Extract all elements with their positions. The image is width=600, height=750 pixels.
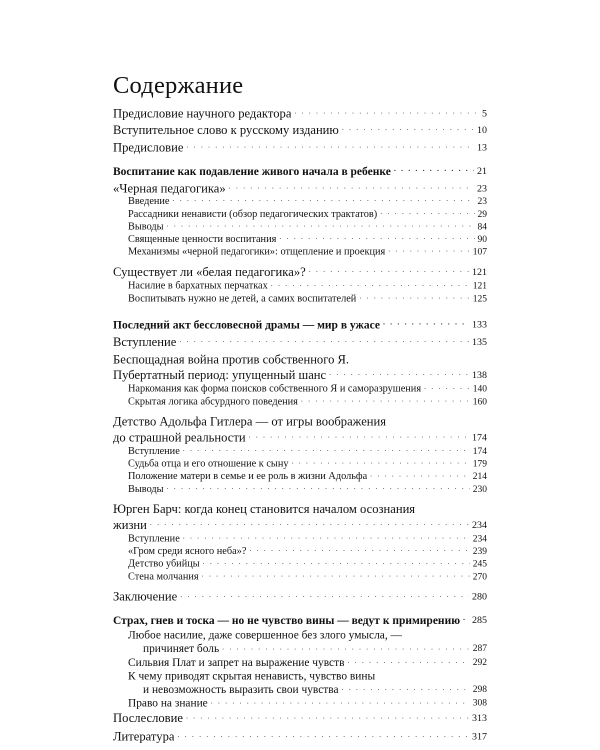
- toc-leader-dots: [271, 278, 470, 290]
- toc-leader-dots: [180, 587, 469, 602]
- toc-entry-title: Сильвия Плат и запрет на выражение чувств: [128, 657, 345, 669]
- toc-entry-title: Страх, гнев и тоска — но не чувство вины — ведут к примирению: [113, 615, 460, 627]
- toc-entry-title: Вступление: [128, 533, 180, 545]
- toc-subentry[interactable]: [128, 294, 487, 306]
- toc-leader-dots: [179, 332, 469, 347]
- toc-page-number: 317: [472, 731, 487, 743]
- toc-entry-title: Скрытая логика абсурдного поведения: [128, 396, 298, 408]
- toc-page-number: 133: [472, 319, 487, 331]
- toc-leader-dots: [150, 515, 469, 530]
- toc-entry-title: Вступительное слово к русскому изданию: [113, 123, 339, 138]
- toc-page-number: 23: [477, 197, 487, 208]
- toc-entry-title: Право на знание: [128, 697, 208, 710]
- toc-leader-dots: [359, 291, 469, 303]
- toc-page-number: 140: [472, 384, 487, 395]
- toc-page-number: 10: [477, 125, 487, 137]
- toc-page-number: 125: [472, 294, 487, 305]
- toc-leader-dots: [463, 611, 469, 625]
- toc-page-number: 234: [472, 520, 487, 531]
- toc-part-entry[interactable]: [113, 165, 487, 179]
- toc-subentry[interactable]: [128, 247, 487, 259]
- toc-entry-title: Пубертатный период: упущенный шанс: [113, 368, 327, 382]
- toc-leader-dots: [183, 443, 470, 455]
- toc-page-number: 230: [472, 485, 487, 495]
- toc-entry-title: «Черная педагогика»: [113, 181, 226, 196]
- toc-page-number: 29: [477, 209, 487, 220]
- toc-entry-title: Положение матери в семье и ее роль в жизни Адольфа: [128, 471, 368, 483]
- toc-page-number: 13: [477, 142, 487, 154]
- toc-leader-dots: [342, 121, 474, 136]
- toc-entry[interactable]: [113, 590, 487, 605]
- toc-page-number: 135: [472, 337, 487, 348]
- toc-entry[interactable]: [113, 712, 487, 726]
- page-title: Содержание: [113, 72, 244, 99]
- toc-leader-dots: [202, 569, 470, 581]
- toc-entry-title: Послесловие: [113, 711, 183, 726]
- toc-leader-dots: [380, 206, 474, 218]
- toc-page-number: 23: [477, 183, 487, 195]
- toc-page-number: 313: [472, 713, 487, 725]
- toc-entry-title: Заключение: [113, 590, 178, 604]
- toc-page-number: 270: [472, 572, 487, 583]
- toc-entry-title: причиняет боль: [143, 643, 220, 656]
- toc-leader-dots: [388, 244, 470, 256]
- toc-leader-dots: [173, 193, 475, 205]
- toc-page-number: 121: [472, 281, 487, 292]
- toc-entry-title: Литература: [113, 729, 175, 744]
- toc-entry-line[interactable]: К чему приводят скрытая ненависть, чувство вины: [128, 670, 376, 683]
- toc-entry-title: Выводы: [128, 484, 164, 495]
- toc-leader-dots: [342, 681, 470, 694]
- toc-page-number: 280: [472, 591, 487, 603]
- toc-entry-title: Выводы: [128, 221, 164, 233]
- toc-entry-title: и невозможность выразить свои чувства: [143, 684, 339, 696]
- toc-page-number: 21: [477, 166, 487, 177]
- toc-page-number: 287: [472, 644, 487, 655]
- toc-entry-title: Стена молчания: [128, 571, 199, 583]
- toc-leader-dots: [211, 695, 470, 708]
- toc-entry[interactable]: [113, 123, 487, 138]
- toc-subentry[interactable]: [128, 572, 487, 584]
- toc-subentry[interactable]: [128, 657, 487, 670]
- toc-page-number: 298: [472, 685, 487, 695]
- toc-leader-dots: [294, 104, 479, 119]
- toc-entry-title: Воспитание как подавление живого начала в ребенке: [113, 166, 391, 178]
- toc-leader-dots: [203, 556, 470, 568]
- toc-leader-dots: [370, 469, 470, 481]
- toc-leader-dots: [383, 316, 469, 330]
- toc-page-number: 179: [472, 459, 487, 470]
- toc-leader-dots: [167, 219, 475, 231]
- toc-page-number: 5: [482, 108, 487, 120]
- toc-page-number: 234: [472, 534, 487, 545]
- toc-leader-dots: [186, 138, 474, 153]
- toc-leader-dots: [229, 179, 474, 194]
- toc-entry-title: жизни: [113, 518, 147, 532]
- toc-page-number: 121: [472, 267, 487, 278]
- toc-page-number: 174: [472, 447, 487, 457]
- toc-leader-dots: [249, 543, 469, 555]
- toc-entry-title: Предисловие: [113, 140, 184, 155]
- toc-entry-title: Детство убийцы: [128, 558, 200, 570]
- toc-entry-title: Наркомания как форма поисков собственного Я и саморазрушения: [128, 383, 422, 395]
- toc-entry-title: Воспитывать нужно не детей, а самих воспитателей: [128, 293, 357, 305]
- toc-entry-title: Судьба отца и его отношение к сыну: [128, 458, 289, 470]
- toc-entry[interactable]: [113, 731, 487, 745]
- toc-entry-title: «Гром среди ясного неба»?: [128, 546, 247, 557]
- toc-leader-dots: [222, 641, 470, 654]
- toc-page-number: 160: [472, 397, 487, 408]
- toc-subentry[interactable]: [128, 397, 487, 409]
- toc-entry-title: Священные ценности воспитания: [128, 234, 277, 245]
- toc-leader-dots: [301, 394, 470, 406]
- toc-leader-dots: [394, 162, 474, 176]
- toc-page-number: 138: [472, 370, 487, 382]
- toc-leader-dots: [424, 381, 470, 393]
- toc-page-number: 239: [472, 547, 487, 557]
- toc-page-number: 245: [472, 559, 487, 570]
- toc-part-entry[interactable]: [113, 319, 487, 333]
- toc-page-number: 214: [472, 472, 487, 483]
- toc-entry-title: Вступление: [113, 335, 177, 349]
- toc-leader-dots: [309, 262, 469, 277]
- toc-entry[interactable]: [113, 107, 487, 122]
- toc-entry-title: Рассадники ненависти (обзор педагогических трактатов): [128, 208, 378, 220]
- toc-leader-dots: [177, 727, 469, 742]
- toc-entry-title: Введение: [128, 196, 170, 208]
- toc-entry-title: Вступление: [128, 446, 180, 457]
- toc-entry-title: Существует ли «белая педагогика»?: [113, 265, 306, 279]
- toc-page-number: 174: [472, 432, 487, 444]
- toc-entry-line[interactable]: Беспощадная война против собственного Я.: [113, 352, 350, 367]
- toc-entry[interactable]: [113, 141, 487, 156]
- toc-page-number: 308: [472, 698, 487, 709]
- toc-leader-dots: [167, 481, 470, 493]
- toc-leader-dots: [279, 231, 474, 243]
- toc-page-number: 285: [472, 615, 487, 626]
- toc-entry-title: Насилие в бархатных перчатках: [128, 280, 268, 292]
- toc-leader-dots: [183, 531, 470, 543]
- toc-entry-title: Предисловие научного редактора: [113, 106, 292, 121]
- toc-page-number: 292: [472, 658, 487, 668]
- toc-leader-dots: [347, 654, 469, 667]
- toc-leader-dots: [186, 709, 469, 724]
- toc-subentry[interactable]: [128, 484, 487, 496]
- toc-leader-dots: [329, 365, 469, 380]
- toc-entry-line[interactable]: Любое насилие, даже совершенное без злого умысла, —: [128, 629, 402, 642]
- toc-entry-title: Последний акт бессловесной драмы — мир в ужасе: [113, 319, 380, 332]
- toc-entry[interactable]: [113, 335, 487, 350]
- toc-entry-line[interactable]: Детство Адольфа Гитлера — от игры воображения: [113, 415, 387, 429]
- toc-page-number: 90: [477, 235, 487, 245]
- toc-page-number: 107: [472, 247, 487, 258]
- toc-leader-dots: [292, 456, 470, 468]
- toc-page-number: 84: [477, 222, 487, 233]
- toc-entry-line[interactable]: Юрген Барч: когда конец становится началом осознания: [113, 502, 416, 517]
- toc-entry-title: Механизмы «черной педагогики»: отщепление и проекция: [128, 246, 386, 258]
- toc-entry-title: до страшной реальности: [113, 430, 246, 445]
- toc-leader-dots: [249, 428, 469, 443]
- toc-part-entry[interactable]: [113, 614, 487, 628]
